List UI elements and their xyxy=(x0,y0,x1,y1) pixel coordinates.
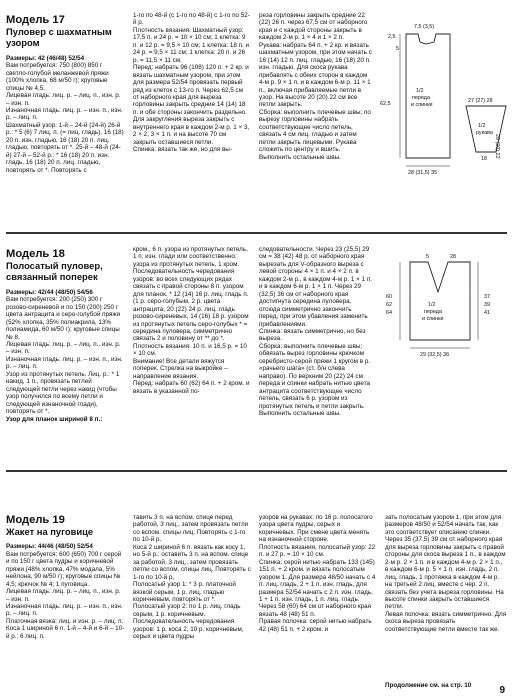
m17-body-label: 1/2 xyxy=(416,88,424,94)
m18-bottom-width: 29 (32,5) 36 xyxy=(420,352,450,358)
model-17-section xyxy=(0,0,513,232)
m18-left-b: 62 xyxy=(386,302,392,308)
model-18-title: Модель 18 xyxy=(6,248,65,260)
model-19-col-3: узоров на рукавах: по 16 р. полосатого узора цвета пудры, серых и коричневых. При смене цвета менять на изнаночной стороне. Плотность вязания, полосатый узор: 22 п. и 27 р. = 10 × 10 см. Спинка: серой нитью набрать 133 (145) 151 п. + 2 кром. и вязать полосатым узором 1. Для размера 48/50 начать с 4 п. лиц. гладь, 2 + 1 п. изн. гладь, для размера 52/54 начать с 2 п. изн. гладь, 1 + 1 п. изн. гладь, 1 п. лиц. гладь. Через 58 (60) 64 см от наборного края вязать 48 (48) 51 п. Правая полочка: серой нитью набрать 42 (48) 51 п. + 2 кром. и xyxy=(259,514,376,633)
model-17-col-2: 1-го по 48-й (с 1-го по 48-й) с 1-го по 52-й р. Плотность вязания. Шахматный узор: 17,5 п. и 24 р. = 10 × 10 см; 1 клеткa: 9 п. и 12 р. = 9,5 × 10 см; 1 клетка: 18 п. и 24 р. = 9,5 × 11 см; 1 клетка: 20 п. и 26 р. = 11,5 × 11 см. Перед: набрать 96 (108) 120 п. + 2 кр. и вязать шахматным узором, при этом для размера 52/54 провязать первый ряд из клеток с 13-го п. Через 62,5 см от наборного края для выреза горловины закрыть средние 14 (14) 18 п. и обе стороны закончить раздельно. Для закругления выреза закрыть с внутреннего края в каждом 2-м р. 1 × 3, 2 × 2, 3 × 1 п. и на высоте 70 см закрыть оставшиеся петли. Спинка: вязать так же, но для вы- xyxy=(133,12,250,154)
m17-sleeve-top: 27 (27) 28 xyxy=(468,98,493,104)
model-19-stitch-1: Лицевая гладь: лиц. р. – лиц. п., изн. р. – изн. п. xyxy=(6,588,121,603)
m17-body-width: 28 (31,5) 35 xyxy=(408,170,438,176)
model-17-pattern-diagram xyxy=(378,10,510,230)
m17-sleeve-label: 1/2 xyxy=(478,123,486,129)
model-19-title: Модель 19 xyxy=(6,514,65,526)
model-19-stitch-4: Коса 1 шириной 6 п. 1-й – 4-й и 6-й – 10-й р.: 6 лиц. п. xyxy=(6,625,125,640)
model-19-stitch-3: Платочная вязка: лиц. и изн. р. – лиц. п. xyxy=(6,617,124,625)
m18-body-label: 1/2 xyxy=(428,302,436,308)
m18-left-a: 60 xyxy=(386,294,392,300)
model-18-stitch-3: Узор из протянутых петель. Лиц. р.: * 1 накид, 1 п., провязать петлей следующей петли через накид (чтобы узор получился по всему петли и следующей изнаночной глади), повторять от *. xyxy=(6,370,120,416)
model-17-stitch-1: Лицевая гладь: лиц. р. – лиц. п., изн. р. – изн. п. xyxy=(6,92,121,107)
model-17-stitch-2: Изнаночная гладь: лиц. р. – изн. п., изн. р. – лиц. п. xyxy=(6,106,123,122)
model-18-col-2: кром., 6 п. узора из протянутых петель, 1 п. изн. глади или соответственно: узора из протянутых петель, 1 кром. Последовательность чередования узоров: во всех следующих рядах связать с правой стороны 8 п. узором для планок. * 12 (14) 16 р. лиц. гладь п. (1 р. серо-голубым, 2 р. цвета антрацита, 20 (22) 24 р. лиц. гладь розово-сиреневых, 14 (16) 18 р. узором из протянутых петель серо-голубых * = середина пуловера, симметрично связать 2 и половину от ** до *. Плотность вязания: 10 п. и 16,5 р. = 10 × 10 см. Внимание! Все детали вяжутся поперек. Стрелка на выкройке – направление вязания. Перед: набрать 60 (62) 64 п. + 2 кром. и вязать в указанной по- xyxy=(133,246,250,395)
m18-right-a: 37 xyxy=(484,294,490,300)
model-18-sizes: Размеры: 42/44 (48/50) 54/56 xyxy=(6,288,93,296)
m18-top-b: 28 xyxy=(450,254,456,260)
model-18-stitch-2: Изнаночная гладь: лиц. р. – изн. п., изн. р. – лиц. п. xyxy=(6,355,123,371)
model-18-subtitle-1: Полосатый пуловер, xyxy=(6,260,103,271)
model-18-stitch-1: Лицевая гладь: лиц. р. – лиц. п., изн. р. – изн. п. xyxy=(6,340,121,356)
model-18-pattern-diagram xyxy=(380,244,510,466)
model-18-col-3: следовательности. Через 23 (25,5) 29 см = 38 (42) 48 р. от наборного края вырезать для V-образного выреза с левой стороны 4 × 1 п. и 4 × 2 п. в каждом 2-м р., в каждом 4-м р. 1 × 1 п. и в каждом 6-м р. 1 × 1 п. Через 29 (32,5) 36 см от наборного края достигнута середина пуловера, отсюда симметрично закончить перед, при этом убавления заменить прибавлениями. Спинка: вязать симметрично, но без выреза. Сборка: выполнить плечевые швы; обвязать вырез горловины крючком серебристо-серой пряжи 1 кругом в р. «рачьего шага» (ст. б/н слева направо). По верхним 20 (22) 24 см переда и спинки набрать нитью цвета антрацита соответствующее число петель, связать 6 р. узором из протянутых петель и петли закрыть. Выполнить остальные швы. xyxy=(259,246,372,417)
m18-right-c: 41 xyxy=(484,310,490,316)
model-17-col-3: реза горловины закрыть средние 22 (22) 26 п. через 67,5 см от наборного края и с каждой стороны закрыть в каждом 2-м р. 1 × 4 и 1 × 2 п. Рукава: набрать 64 п. + 2 кр. и вязать шахматным узором, при этом начать с 16 (14) 12 п. лиц. гладью, 16 (18) 20 п. изн. гладью. Для скоса рукава прибавлять с обеих сторон в каждом 4-м р. 9 × 1 п. и в каждом 6-м р. 11 × 1 п., включая прибавляемые петли в узор. На высоте 20 (20) 22 см все петли закрыть. Сборка: выполнить плечевые швы; по вырезу горловины набрать соответствующее число петель, связать 4 см лиц. гладью и затем петли закрыть лицевыми. Рукава сложить по центру и вшить. Выполнить остальные швы. xyxy=(259,12,372,161)
model-19-material: Вам потребуется: 600 (650) 700 г серой и по 150 г цвета пудры и коричневой пряжи (48% хлопка, 47% модала, 5% нейлона, 90 м/50 г); круговые спицы № 4,5; крючок № 4; 1 пуговица. xyxy=(6,550,122,588)
m18-body-label-2: переда xyxy=(424,309,442,315)
model-17-subtitle-1: Пуловер с шахматным xyxy=(6,26,112,37)
model-19-continue-note: Продолжение см. на стр. 10 xyxy=(385,682,472,689)
m18-right-b: 39 xyxy=(484,302,490,308)
model-19-stitch-2: Изнаночная гладь: лиц. р. – изн. п., изн. р. – лиц. п. xyxy=(6,603,123,618)
model-18-stitch-4: Узор для планок шириной 8 п.: xyxy=(6,415,103,423)
model-19-sizes: Размеры: 44/46 (48/50) 52/54 xyxy=(6,543,93,551)
m17-top-a: 2,5 xyxy=(388,34,396,40)
m18-left-c: 64 xyxy=(386,310,392,316)
model-17-material: Вам потребуется: 750 (800) 850 г светло-голубой меланжевой пряжи (100% хлопка, 68 м/50 г); круговые спицы № 4,5. xyxy=(6,62,109,92)
m17-sleeve-bottom: 18 xyxy=(481,156,487,162)
model-18-subtitle-2: связанный поперек xyxy=(6,271,98,283)
m17-side-height: 62,5 xyxy=(380,101,391,107)
model-19-col-1 xyxy=(6,514,125,690)
divider-18-19 xyxy=(6,470,507,472)
model-18-col-1 xyxy=(6,248,125,466)
m17-top-b: 5 xyxy=(396,46,399,52)
m17-body-label-2: переда xyxy=(412,95,430,101)
model-18-material: Вам потребуется: 200 (250) 300 г розово-сиреневой и по 150 (200) 250 г цвета антрацита и серо-голубой пряжи (52% хлопка, 35% полиакрила, 13% полиамида, 60 м/50 г); круговые спицы № 8. xyxy=(6,296,121,341)
model-17-sizes: Размеры: 42 (46/48) 52/54 xyxy=(6,54,85,62)
m18-body-label-3: и спинки xyxy=(422,316,444,322)
model-17-stitch-3: Шахматный узор: 1-й – 24-й (24-й) 26-й р.: * 5 (6) 7 лиц. п. (= лиц. гладь), 16 (18) 20 п. изн. гладью, 16 (18) 20 п. лиц. гладью, повторять от *. 25-й – 48-й (24-й) 27-й – 52-й р.: * 16 (18) 20 п. изн. гладь, 16 (18) 20 п. лиц. гладью, повторять от *. Повторять с xyxy=(6,121,124,174)
model-17-title: Модель 17 xyxy=(6,14,65,26)
model-19-section xyxy=(0,474,513,699)
model-17-subtitle-2: узором xyxy=(6,37,40,49)
m17-top-c: 7,5 (3,5) xyxy=(414,24,435,30)
m17-body-label-3: и спинки xyxy=(411,102,433,108)
divider-17-18 xyxy=(6,232,507,234)
model-19-col-4: зать полосатым узором 1, при этом для размеров 48/50 и 52/54 начать так, как это соответствует описанию спинки. Через 35 (37,5) 39 см от наборного края для выреза горловины закрыть с правой стороны для скоса выреза 1 п., в каждом 2-м р. 2 × 1 п. и в каждом 4-м р. 2 × 1 п., в каждом 6-м р. 5 × 1 п. изн. гладь, 2 п. лиц. гладь, 1 протяжка в каждом 4-м р. на третьей 2 лиц. вместе с чер. 2 п. связать без учета выреза горловины. На высоте спинки закрыть оставшиеся петли. Левая полочка: вязать симметрично. Для скоса выреза провязать соответствующие петли вместе так же. xyxy=(385,514,507,633)
model-19-col-2: тавить 3 п. на вспом. спице перед работой, 3 лиц., затем провязать петли со вспом. спицы лиц. Повторять с 1-го по 10-й р. Коса 2 шириной 6 п. вязать как косу 1, но 5-й р.: оставить 3 п. на вспом. спице за работой, 3 лиц., затем провязать петли со вспом. спицы лиц. Повторять с 1-го по 10-й р. Полосатый узор 1: * 3 р. платочной вязкой серым, 1 р. лиц. гладью коричневым, повторять от *. Полосатый узор 2: по 1 р. лиц. гладь серым, 1 р. коричневым. Последовательность чередования узоров: 1 р. коса 2, 10 р. коричневым, серых и цвета пудры xyxy=(133,514,251,641)
m17-sleeve-height: 20 (20) 22 xyxy=(494,134,500,159)
model-18-section xyxy=(0,236,513,470)
m17-sleeve-label-2: рукава xyxy=(476,130,493,136)
model-19-subtitle-1: Жакет на пуговице xyxy=(6,526,94,537)
m18-top-a: 5 xyxy=(426,254,429,260)
page-number: 9 xyxy=(499,685,505,696)
model-17-col-1 xyxy=(6,14,125,228)
